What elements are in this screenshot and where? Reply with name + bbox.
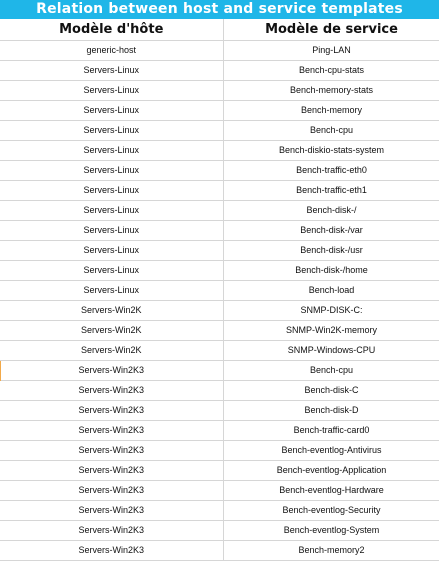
host-template-cell[interactable]: Servers-Linux	[0, 121, 223, 141]
service-template-cell[interactable]: Bench-eventlog-System	[223, 521, 439, 541]
host-template-cell[interactable]: Servers-Win2K3	[0, 441, 223, 461]
host-template-cell[interactable]: Servers-Linux	[0, 81, 223, 101]
column-header-service-template[interactable]: Modèle de service	[223, 19, 439, 41]
table-row	[0, 61, 439, 81]
table-row	[0, 181, 439, 201]
service-template-cell[interactable]: Bench-disk-C	[223, 381, 439, 401]
service-template-cell[interactable]: Bench-eventlog-Application	[223, 461, 439, 481]
service-template-cell[interactable]: Bench-diskio-stats-system	[223, 141, 439, 161]
host-template-cell[interactable]: Servers-Win2K	[0, 341, 223, 361]
table-row	[0, 461, 439, 481]
sheet-title: Relation between host and service templates	[0, 0, 439, 19]
table-row	[0, 161, 439, 181]
service-template-cell[interactable]: Bench-eventlog-Security	[223, 501, 439, 521]
host-template-cell[interactable]: Servers-Win2K	[0, 301, 223, 321]
host-template-cell[interactable]: Servers-Linux	[0, 241, 223, 261]
table-row	[0, 321, 439, 341]
host-template-cell[interactable]: Servers-Win2K3	[0, 521, 223, 541]
service-template-cell[interactable]: Bench-disk-D	[223, 401, 439, 421]
table-row	[0, 501, 439, 521]
host-template-cell[interactable]: Servers-Win2K3	[0, 361, 223, 381]
table-row	[0, 421, 439, 441]
table-row	[0, 261, 439, 281]
row-selection-marker	[0, 361, 1, 381]
table-row	[0, 41, 439, 61]
service-template-cell[interactable]: Bench-eventlog-Hardware	[223, 481, 439, 501]
host-template-cell[interactable]: Servers-Linux	[0, 61, 223, 81]
service-template-cell[interactable]: Bench-disk-/var	[223, 221, 439, 241]
table-row	[0, 401, 439, 421]
service-template-cell[interactable]: SNMP-Windows-CPU	[223, 341, 439, 361]
service-template-cell[interactable]: SNMP-DISK-C:	[223, 301, 439, 321]
table-row	[0, 301, 439, 321]
host-template-cell[interactable]: Servers-Linux	[0, 141, 223, 161]
service-template-cell[interactable]: Bench-cpu-stats	[223, 61, 439, 81]
host-template-cell[interactable]: Servers-Win2K3	[0, 401, 223, 421]
service-template-cell[interactable]: Bench-disk-/	[223, 201, 439, 221]
service-template-cell[interactable]: Bench-disk-/home	[223, 261, 439, 281]
table-row	[0, 141, 439, 161]
service-template-cell[interactable]: SNMP-Win2K-memory	[223, 321, 439, 341]
host-template-cell[interactable]: Servers-Win2K3	[0, 461, 223, 481]
host-template-cell[interactable]: Servers-Win2K3	[0, 501, 223, 521]
column-header-host-template[interactable]: Modèle d'hôte	[0, 19, 223, 41]
service-template-cell[interactable]: Bench-traffic-card0	[223, 421, 439, 441]
service-template-cell[interactable]: Ping-LAN	[223, 41, 439, 61]
host-template-cell[interactable]: Servers-Win2K3	[0, 541, 223, 561]
service-template-cell[interactable]: Bench-disk-/usr	[223, 241, 439, 261]
host-template-cell[interactable]: Servers-Linux	[0, 161, 223, 181]
table-row	[0, 341, 439, 361]
service-template-cell[interactable]: Bench-memory-stats	[223, 81, 439, 101]
service-template-cell[interactable]: Bench-cpu	[223, 121, 439, 141]
service-template-cell[interactable]: Bench-cpu	[223, 361, 439, 381]
host-template-cell[interactable]: Servers-Win2K3	[0, 481, 223, 501]
host-template-cell[interactable]: Servers-Linux	[0, 261, 223, 281]
host-template-cell[interactable]: Servers-Linux	[0, 201, 223, 221]
table-row	[0, 361, 439, 381]
host-template-cell[interactable]: Servers-Win2K	[0, 321, 223, 341]
table-row	[0, 241, 439, 261]
host-template-cell[interactable]: Servers-Linux	[0, 181, 223, 201]
service-template-cell[interactable]: Bench-load	[223, 281, 439, 301]
service-template-cell[interactable]: Bench-memory	[223, 101, 439, 121]
table-body	[0, 41, 439, 561]
table-row	[0, 381, 439, 401]
table-row	[0, 201, 439, 221]
host-template-cell[interactable]: Servers-Linux	[0, 101, 223, 121]
host-template-cell[interactable]: Servers-Linux	[0, 281, 223, 301]
template-relation-table	[0, 19, 439, 561]
service-template-cell[interactable]: Bench-traffic-eth1	[223, 181, 439, 201]
table-row	[0, 101, 439, 121]
table-row	[0, 441, 439, 461]
header-row	[0, 19, 439, 41]
table-row	[0, 221, 439, 241]
table-row	[0, 281, 439, 301]
host-template-cell[interactable]: generic-host	[0, 41, 223, 61]
service-template-cell[interactable]: Bench-memory2	[223, 541, 439, 561]
table-row	[0, 481, 439, 501]
service-template-cell[interactable]: Bench-eventlog-Antivirus	[223, 441, 439, 461]
host-template-cell[interactable]: Servers-Linux	[0, 221, 223, 241]
table-row	[0, 521, 439, 541]
host-template-cell[interactable]: Servers-Win2K3	[0, 381, 223, 401]
host-template-cell[interactable]: Servers-Win2K3	[0, 421, 223, 441]
table-row	[0, 541, 439, 561]
table-row	[0, 81, 439, 101]
table-row	[0, 121, 439, 141]
service-template-cell[interactable]: Bench-traffic-eth0	[223, 161, 439, 181]
